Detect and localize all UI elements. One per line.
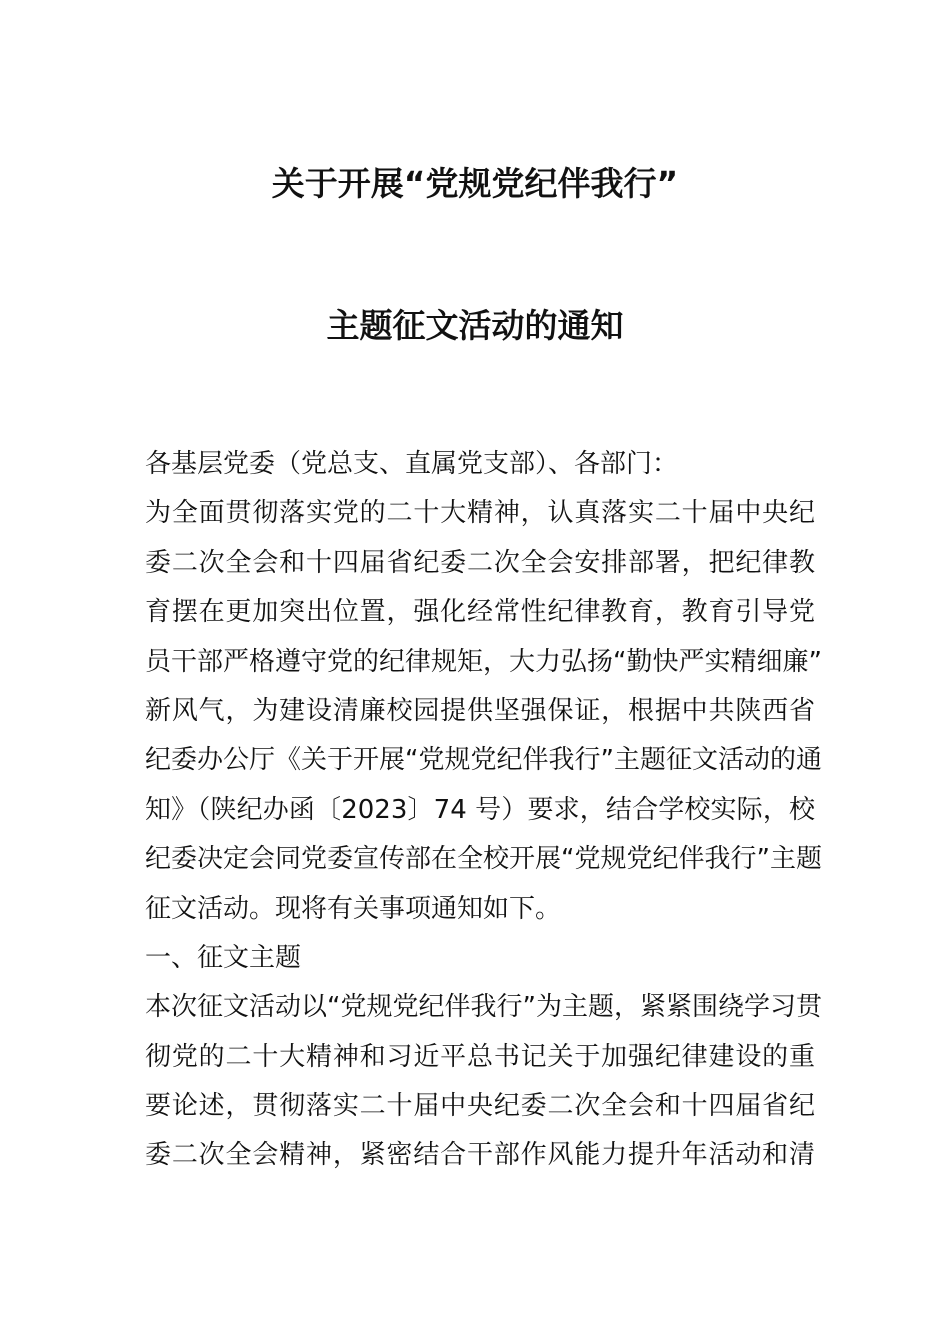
body-line: 彻党的二十大精神和习近平总书记关于加强纪律建设的重 (145, 1041, 815, 1072)
body-line: 要论述，贯彻落实二十届中央纪委二次全会和十四届省纪 (145, 1091, 815, 1122)
document-title-line-2: 主题征文活动的通知 (326, 306, 624, 345)
body-line: 征文活动。现将有关事项通知如下。 (145, 893, 562, 924)
body-line: 育摆在更加突出位置，强化经常性纪律教育，教育引导党 (145, 597, 815, 628)
document-title-line-1: 关于开展“党规党纪伴我行” (271, 164, 679, 203)
body-line: 委二次全会精神，紧密结合干部作风能力提升年活动和清 (145, 1140, 815, 1171)
body-line: 知》（陕纪办函〔2023〕74 号）要求，结合学校实际，校 (145, 794, 815, 825)
body-line: 新风气，为建设清廉校园提供坚强保证，根据中共陕西省 (145, 695, 815, 726)
section-heading: 一、征文主题 (145, 942, 302, 973)
body-line: 员干部严格遵守党的纪律规矩，大力弘扬“勤快严实精细廉” (145, 646, 822, 677)
document-body (145, 440, 822, 1181)
body-line: 本次征文活动以“党规党纪伴我行”为主题，紧紧围绕学习贯 (145, 992, 822, 1023)
body-line: 为全面贯彻落实党的二十大精神，认真落实二十届中央纪 (145, 498, 815, 529)
body-line: 委二次全会和十四届省纪委二次全会安排部署，把纪律教 (145, 547, 815, 578)
salutation-line: 各基层党委（党总支、直属党支部）、各部门： (145, 449, 679, 479)
body-line: 纪委决定会同党委宣传部在全校开展“党规党纪伴我行”主题 (145, 844, 822, 875)
body-line: 纪委办公厅《关于开展“党规党纪伴我行”主题征文活动的通 (145, 745, 822, 776)
